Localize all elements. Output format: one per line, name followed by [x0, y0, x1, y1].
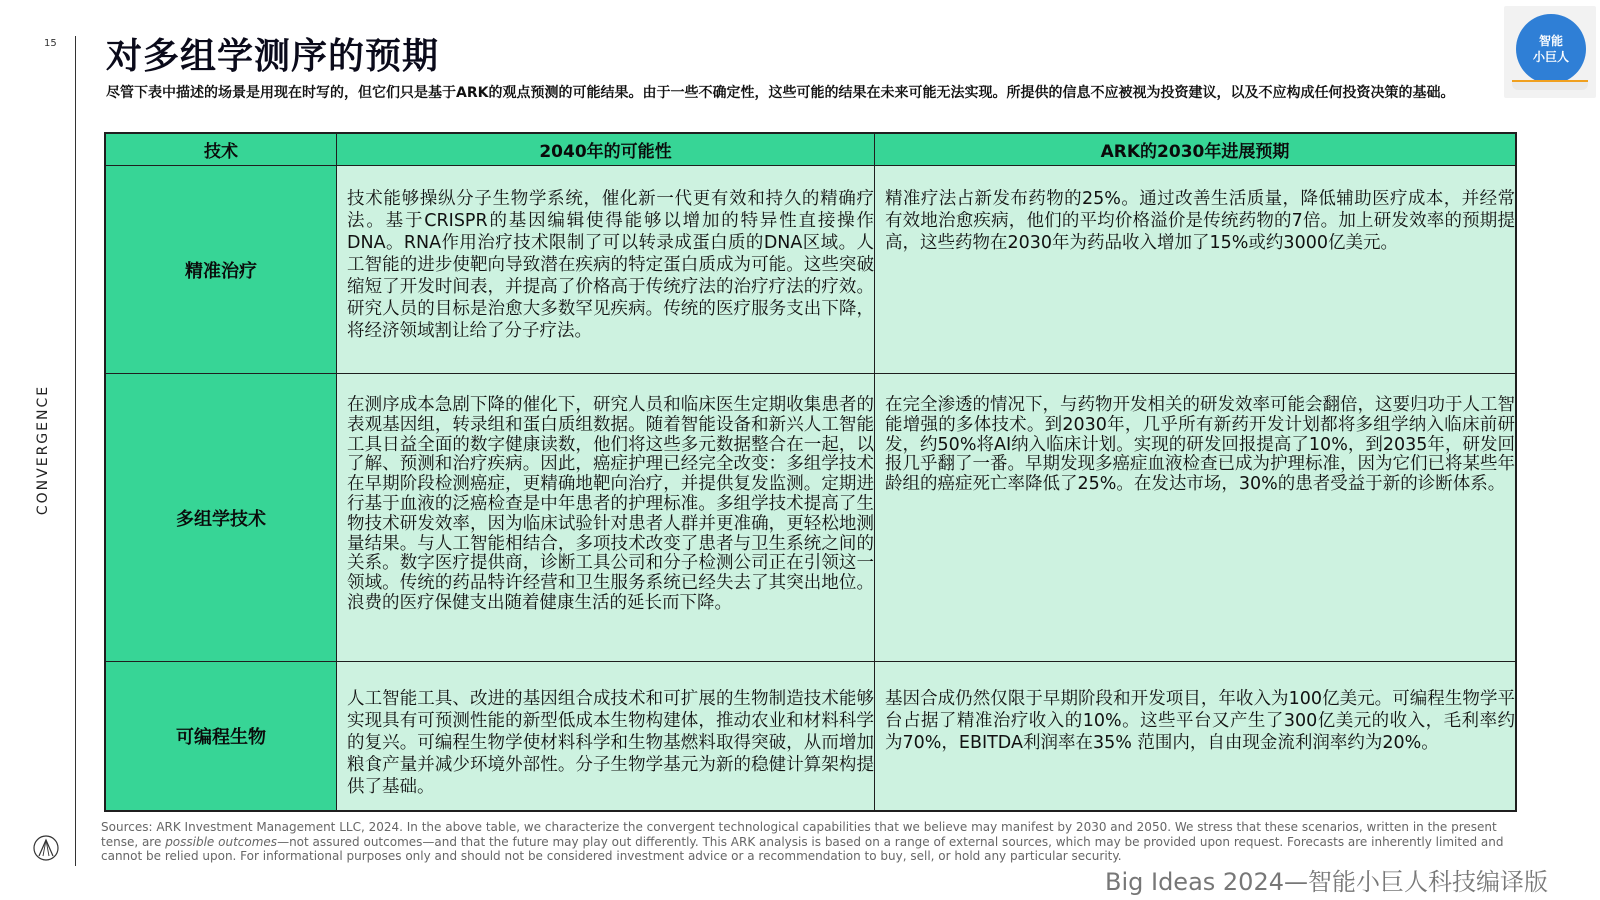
row-programmable-biology-ark-2030: 基因合成仍然仅限于早期阶段和开发项目，年收入为100亿美元。可编程生物学平台占据了精准治疗收入的10%。这些平台又产生了300亿美元的收入，毛利率约为70%，EBITDA利润率在35% 范围内，自由现金流利润率约为20%。 [875, 662, 1515, 810]
table-header-tech: 技术 [106, 134, 337, 166]
sources-note [101, 820, 1521, 864]
brand-badge-line2: 小巨人 [1532, 50, 1569, 64]
table-header-ark-2030: ARK的2030年进展预期 [875, 134, 1515, 166]
book-icon [1512, 80, 1588, 90]
row-tech-precision-therapy: 精准治疗 [106, 166, 337, 374]
ark-logo-icon [32, 834, 60, 862]
left-divider [75, 36, 76, 866]
footer-brand: Big Ideas 2024—智能小巨人科技编译版 [1105, 868, 1548, 896]
table-header-2040: 2040年的可能性 [337, 134, 875, 166]
row-tech-multiomics: 多组学技术 [106, 374, 337, 662]
page-subtitle: 尽管下表中描述的场景是用现在时写的，但它们只是基于ARK的观点预测的可能结果。由于一些不确定性，这些可能的结果在未来可能无法实现。所提供的信息不应被视为投资建议，以及不应构成任何投资决策的基础。 [106, 85, 1455, 101]
sources-text-part1: Sources: ARK Investment Management LLC, 2024. In the above table, we characterize the convergent technological capabilities that we believe may manifest by 2030 and 2050. We stress that these scenarios, written in the present tense, are [101, 820, 1497, 849]
brand-badge-circle [1516, 14, 1586, 84]
section-side-label: CONVERGENCE [35, 384, 51, 516]
row-programmable-biology-2040: 人工智能工具、改进的基因组合成技术和可扩展的生物制造技术能够实现具有可预测性能的新型低成本生物构建体，推动农业和材料科学的复兴。可编程生物学使材料科学和生物基燃料取得突破，从而增加粮食产量并减少环境外部性。分子生物学基元为新的稳健计算架构提供了基础。 [337, 662, 875, 810]
row-tech-programmable-biology: 可编程生物 [106, 662, 337, 810]
page-title: 对多组学测序的预期 [106, 36, 440, 77]
row-multiomics-2040: 在测序成本急剧下降的催化下，研究人员和临床医生定期收集患者的表观基因组，转录组和蛋白质组数据。随着智能设备和新兴人工智能工具日益全面的数字健康读数，他们将这些多元数据整合在一起，以了解、预测和治疗疾病。因此，癌症护理已经完全改变：多组学技术在早期阶段检测癌症，更精确地靶向治疗，并提供复发监测。定期进行基于血液的泛癌检查是中年患者的护理标准。多组学技术提高了生物技术研发效率，因为临床试验针对患者人群并更准确，更轻松地测量结果。与人工智能相结合，多项技术改变了患者与卫生系统之间的关系。数字医疗提供商，诊断工具公司和分子检测公司正在引领这一领域。传统的药品特许经营和卫生服务系统已经失去了其突出地位。浪费的医疗保健支出随着健康生活的延长而下降。 [337, 374, 875, 662]
sources-text-part2: —not assured outcomes—and that the future may play out differently. This ARK analysis is based on a range of external sources, which may be provided upon request. Forecasts are inherently limited and cannot be relied upon. For informational purposes only and should not be considered investment advice or a recommendation to buy, sell, or hold any particular security. [101, 834, 1504, 863]
brand-badge [1504, 6, 1596, 98]
row-multiomics-ark-2030: 在完全渗透的情况下，与药物开发相关的研发效率可能会翻倍，这要归功于人工智能增强的多体技术。到2030年，几乎所有新药开发计划都将多组学纳入临床前研发，约50%将AI纳入临床计划。实现的研发回报提高了10%，到2035年，研发回报几乎翻了一番。早期发现多癌症血液检查已成为护理标准，因为它们已将某些年龄组的癌症死亡率降低了25%。在发达市场，30%的患者受益于新的诊断体系。 [875, 374, 1515, 662]
brand-badge-line1: 智能 [1538, 34, 1563, 48]
page-number: 15 [44, 38, 57, 49]
expectations-table [104, 132, 1517, 812]
row-precision-therapy-2040: 技术能够操纵分子生物学系统，催化新一代更有效和持久的精确疗法。基于CRISPR的基因编辑使得能够以增加的特异性直接操作DNA。RNA作用治疗技术限制了可以转录成蛋白质的DNA区域。人工智能的进步使靶向导致潜在疾病的特定蛋白质成为可能。这些突破缩短了开发时间表，并提高了价格高于传统疗法的治疗疗法的疗效。研究人员的目标是治愈大多数罕见疾病。传统的医疗服务支出下降，将经济领域割让给了分子疗法。 [337, 166, 875, 374]
sources-emphasis: possible outcomes [165, 834, 278, 849]
row-precision-therapy-ark-2030: 精准疗法占新发布药物的25%。通过改善生活质量，降低辅助医疗成本，并经常有效地治愈疾病，他们的平均价格溢价是传统药物的7倍。加上研发效率的预期提高，这些药物在2030年为药品收入增加了15%或约3000亿美元。 [875, 166, 1515, 374]
